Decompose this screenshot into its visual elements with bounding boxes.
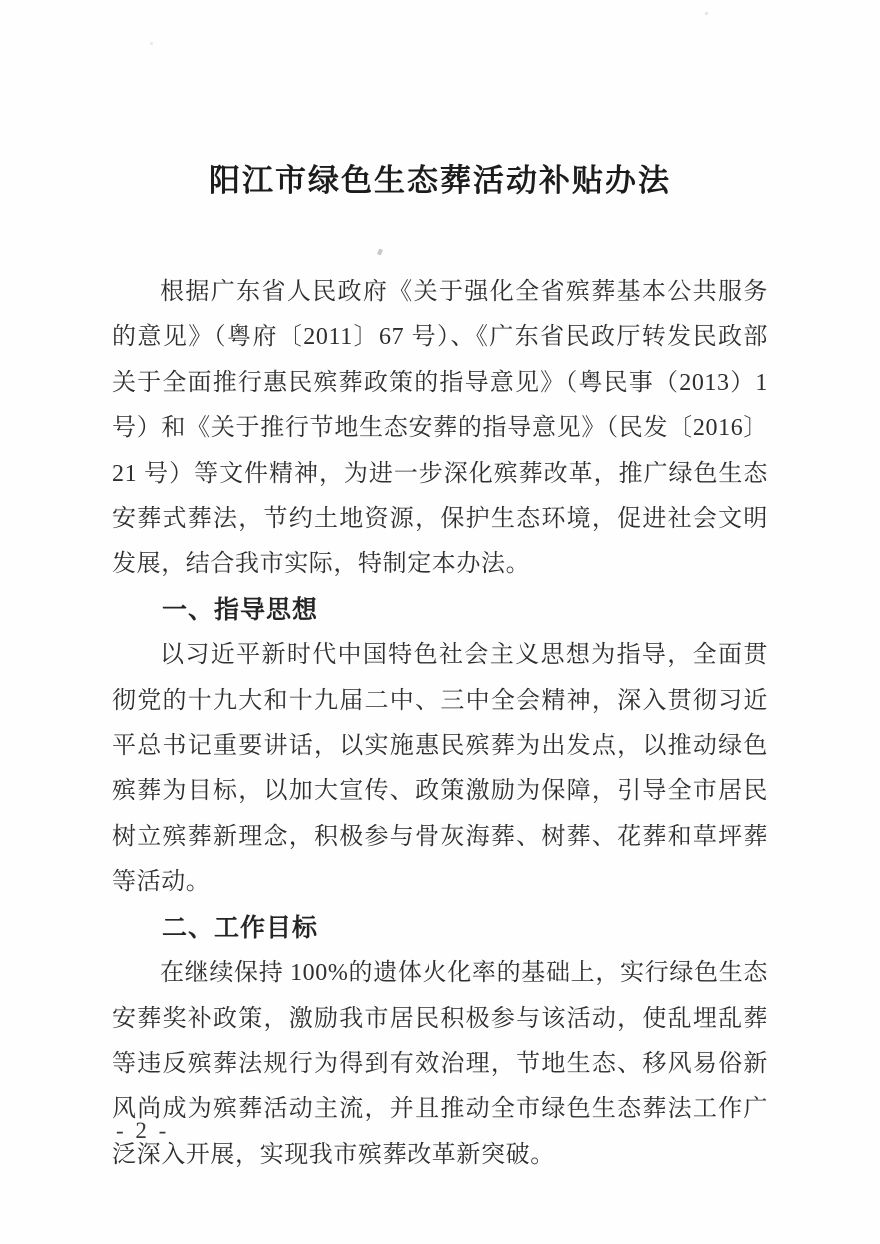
scan-speck: [705, 12, 708, 15]
page-number: - 2 -: [116, 1118, 170, 1143]
paragraph-guiding-thought: 以习近平新时代中国特色社会主义思想为指导，全面贯彻党的十九大和十九届二中、三中全会精神，深入贯彻习近平总书记重要讲话，以实施惠民殡葬为出发点，以推动绿色殡葬为目标，以加大宣传、政策激励为保障，引导全市居民树立殡葬新理念，积极参与骨灰海葬、树葬、花葬和草坪葬等活动。: [112, 642, 768, 896]
scan-speck: [150, 42, 153, 45]
paragraph-preamble: 根据广东省人民政府《关于强化全省殡葬基本公共服务的意见》（粤府〔2011〕67 号）、《广东省民政厅转发民政部关于全面推行惠民殡葬政策的指导意见》（粤民事（2013）1 号）和《关于推行节地生态安葬的指导意见》（民发〔2016〕21 号）等文件精神，为进一步深化殡葬改革，推广绿色生态安葬式葬法，节约土地资源，保护生态环境，促进社会文明发展，结合我市实际，特制定本办法。: [112, 279, 768, 578]
document-title: 阳江市绿色生态葬活动补贴办法: [209, 163, 671, 198]
section-heading-work-goal: 二、工作目标: [162, 913, 319, 942]
scan-speck: [377, 248, 383, 255]
section-heading-guiding-thought: 一、指导思想: [162, 595, 319, 624]
document-body: [112, 270, 768, 1178]
paragraph-work-goal: 在继续保持 100%的遗体火化率的基础上，实行绿色生态安葬奖补政策，激励我市居民积极参与该活动，使乱埋乱葬等违反殡葬法规行为得到有效治理，节地生态、移风易俗新风尚成为殡葬活动主流，并且推动全市绿色生态葬法工作广泛深入开展，实现我市殡葬改革新突破。: [112, 960, 768, 1168]
